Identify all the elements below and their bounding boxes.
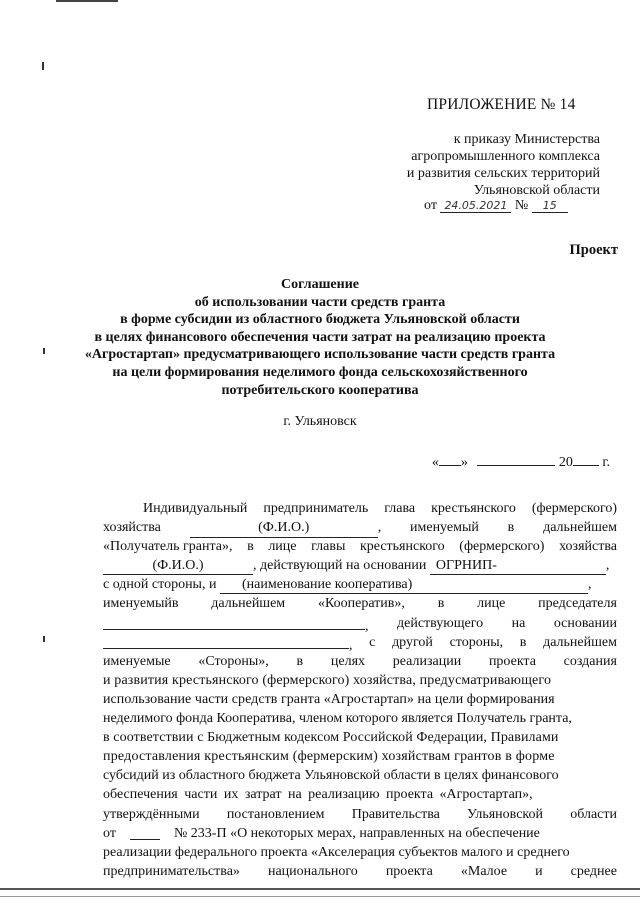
- text-line: неделимого фонда Кооператива, членом которого является Получатель гранта,: [103, 711, 572, 727]
- order-line: Ульяновской области: [473, 183, 600, 198]
- word: другой: [392, 634, 433, 650]
- title-line: об использовании части средств гранта: [194, 294, 446, 310]
- city: г. Ульяновск: [283, 414, 357, 429]
- body-line: [103, 518, 617, 537]
- cooperative-name-field: (наименование кооператива): [220, 575, 588, 594]
- word: среднее: [570, 863, 617, 879]
- body-line: [103, 575, 617, 594]
- word: Правительства: [351, 806, 440, 822]
- title-line: в форме субсидии из областного бюджета Ульяновской области: [120, 312, 520, 328]
- agreement-date: [432, 450, 610, 471]
- order-date-handwritten: 24.05.2021: [440, 199, 511, 213]
- word: «Стороны»,: [198, 653, 269, 669]
- word: предприниматель: [263, 501, 369, 516]
- word: с одной стороны, и: [103, 577, 217, 593]
- fio-placeholder: (Ф.И.О.): [190, 518, 378, 538]
- blank: [103, 614, 365, 630]
- date-year-blank: [573, 450, 599, 466]
- word: глава: [384, 501, 416, 516]
- text-line: и развития крестьянского (фермерского) хозяйства, предусматривающего: [103, 672, 552, 688]
- title-line: в целях финансового обеспечения части затрат на реализацию проекта: [94, 329, 546, 345]
- body-line: [103, 556, 617, 575]
- date-year-prefix: 20: [558, 455, 573, 470]
- word: , действующий на основании: [253, 558, 427, 574]
- date-close-quote: »: [460, 455, 468, 470]
- order-date-number: [424, 198, 568, 214]
- word: стороны,: [449, 634, 504, 650]
- body-line: [103, 594, 617, 613]
- scan-mark: [43, 348, 45, 354]
- blank: [103, 633, 349, 649]
- draft-label: Проект: [569, 242, 618, 258]
- word: дальнейшем: [543, 520, 617, 536]
- text-line: в соответствии с Бюджетным кодексом Российской Федерации, Правилами: [103, 730, 559, 746]
- fio-placeholder: (Ф.И.О.): [103, 556, 253, 575]
- date-day-blank: [439, 450, 461, 466]
- word: с: [369, 634, 376, 650]
- word: «Малое: [460, 863, 508, 879]
- scan-mark: [43, 636, 45, 642]
- word: в: [519, 634, 527, 650]
- ogrnip-field: ОГРНИП-: [430, 556, 606, 575]
- word: в: [507, 520, 515, 536]
- agreement-title: [60, 276, 580, 399]
- word: ,: [349, 637, 353, 653]
- word: утверждёнными: [103, 806, 200, 822]
- body-line: [103, 728, 617, 747]
- body-line: [103, 537, 617, 556]
- scan-edge-bottom: [0, 888, 640, 890]
- body-line: [103, 843, 617, 862]
- title-line: Соглашение: [281, 277, 359, 292]
- date-year-suffix: г.: [602, 455, 610, 470]
- blank: [130, 824, 160, 840]
- body-line: [103, 805, 617, 824]
- word: в: [296, 653, 304, 669]
- word: именуемыйв: [103, 596, 179, 612]
- word: лице: [477, 596, 506, 612]
- word: области: [570, 806, 617, 822]
- word: «Получатель гранта»,: [103, 539, 233, 555]
- title-line: на цели формирования неделимого фонда сельскохозяйственного: [112, 364, 528, 380]
- word: хозяйства: [103, 520, 161, 536]
- word: целях: [330, 653, 366, 669]
- title-line: «Агростартап» предусматривающего использование части средств гранта: [84, 347, 556, 363]
- basis-field: [103, 633, 353, 652]
- word: именуемые: [103, 653, 171, 669]
- word: Индивидуальный: [143, 501, 248, 516]
- body-line: [103, 499, 617, 518]
- word: основании: [553, 615, 617, 631]
- order-date-prefix: от: [424, 198, 437, 213]
- order-number-handwritten: 15: [532, 199, 568, 213]
- body-line: [103, 652, 617, 671]
- order-line: агропромышленного комплекса: [411, 149, 600, 164]
- word: «Кооператив»,: [317, 596, 405, 612]
- word: в: [247, 539, 254, 555]
- date-month-blank: [477, 450, 555, 466]
- body-line: [103, 690, 617, 709]
- order-line: и развития сельских территорий: [406, 166, 600, 181]
- agreement-body: [103, 499, 617, 881]
- body-line: [103, 633, 617, 652]
- date-open-quote: «: [431, 455, 439, 470]
- word: крестьянского: [431, 501, 516, 516]
- word: крестьянского: [359, 539, 445, 555]
- word: от: [103, 825, 116, 841]
- title-line: потребительского кооператива: [221, 382, 419, 398]
- text-line: предоставления крестьянским (фермерским) хозяйствам грантов в форме: [103, 749, 555, 765]
- scan-edge-bottom-secondary: [0, 896, 640, 897]
- word: главы: [311, 539, 346, 555]
- text-line: использование части средств гранта «Агростартап» на цели формирования: [103, 691, 555, 707]
- word: дальнейшем: [211, 596, 286, 612]
- order-number-prefix: №: [514, 198, 529, 213]
- word: реализации: [392, 653, 462, 669]
- body-line: [103, 824, 617, 843]
- annex-title: ПРИЛОЖЕНИЕ № 14: [427, 96, 576, 113]
- word: Ульяновской: [467, 806, 543, 822]
- word: хозяйства: [559, 539, 617, 555]
- word: (фермерского): [459, 539, 545, 555]
- order-reference: [340, 131, 600, 199]
- word: ,: [587, 577, 592, 593]
- word: дальнейшем: [543, 634, 617, 650]
- fio-field: [190, 518, 382, 537]
- scan-mark: [42, 62, 44, 70]
- word: именуемый: [410, 520, 479, 536]
- body-line: [103, 709, 617, 728]
- word: национального: [267, 863, 358, 879]
- word: и: [535, 863, 543, 879]
- text-line: субсидий из областного бюджета Ульяновской области в целях финансового: [103, 768, 559, 784]
- word: (фермерского): [531, 501, 617, 516]
- scan-edge-top: [56, 0, 118, 2]
- body-line: [103, 747, 617, 766]
- word: проекта: [385, 863, 433, 879]
- word: ,: [605, 558, 610, 574]
- word: постановлением: [226, 806, 325, 822]
- word: создания: [563, 653, 617, 669]
- body-line: [103, 862, 617, 881]
- word: предпринимательства»: [103, 863, 240, 879]
- body-line: [103, 766, 617, 785]
- body-line: [103, 671, 617, 690]
- word: действующего: [396, 615, 484, 631]
- text-line: реализации федерального проекта «Акселерация субъектов малого и среднего: [103, 844, 570, 860]
- text-line: обеспечения части их затрат на реализацию проекта «Агростартап»,: [103, 787, 533, 803]
- word: в: [437, 596, 445, 612]
- body-line: [103, 785, 617, 804]
- chairman-field: [103, 614, 369, 633]
- order-line: к приказу Министерства: [453, 132, 600, 147]
- word: председателя: [538, 596, 617, 612]
- word: ,: [365, 618, 369, 634]
- word: ,: [377, 520, 382, 536]
- word: на: [511, 615, 526, 631]
- word: проекта: [488, 653, 536, 669]
- body-line: [103, 614, 617, 633]
- text-line: № 233-П «О некоторых мерах, направленных на обеспечение: [173, 825, 540, 841]
- word: лице: [268, 539, 297, 555]
